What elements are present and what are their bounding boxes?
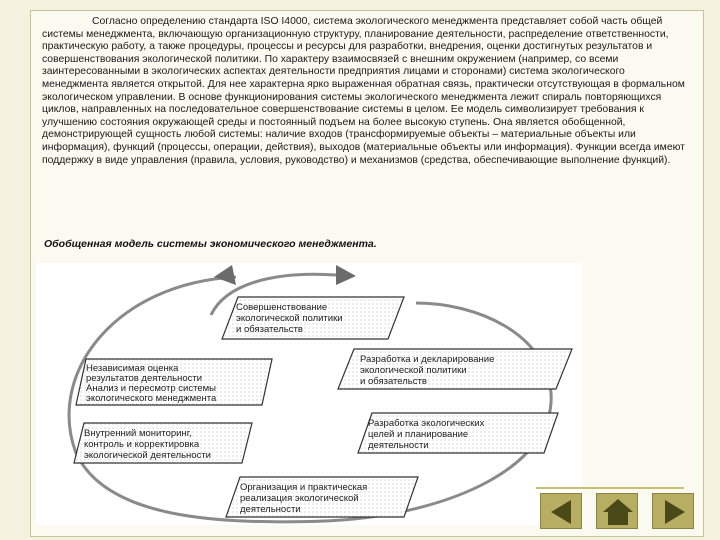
box-independent-assessment — [76, 359, 272, 405]
triangle-left-icon — [541, 494, 583, 530]
box-independent-assessment-line: результатов деятельности — [86, 373, 203, 384]
box-implementation-line: Организация и практическая — [240, 482, 368, 493]
box-internal-monitoring — [74, 423, 252, 463]
box-internal-monitoring-line: контроль и корректировка — [84, 439, 200, 450]
box-policy-development-line: Разработка и декларирование — [360, 354, 495, 365]
box-implementation-line: реализация экологической — [240, 493, 359, 504]
box-internal-monitoring-line: экологической деятельности — [84, 450, 211, 461]
spiral-diagram — [36, 263, 582, 525]
box-internal-monitoring-line: Внутренний мониторинг, — [84, 428, 192, 439]
diagram-caption: Обобщенная модель системы экономического менеджмента. — [44, 238, 377, 250]
box-goals-planning-line: Разработка экологических — [368, 418, 485, 429]
box-implementation-line: деятельности — [240, 504, 301, 515]
box-independent-assessment-line: Анализ и пересмотр системы — [86, 383, 216, 394]
box-implementation — [226, 477, 418, 517]
spiral-arrowhead-icon — [336, 265, 356, 285]
box-policy-line: Совершенствование — [236, 302, 328, 313]
box-policy-development — [338, 349, 572, 389]
body-paragraph: Согласно определению стандарта ISO I4000, система экологического менеджмента представляет собой часть общей системы менеджмента, включающую организационную структуру, планирование деятельности, распределение ответственности, практическую работу, а также процедуры, процессы и ресурсы для разработки, внедрения, оценки достигнутых результатов и совершенствования экологической политики. По характеру взаимосвязей с внешним окружением (например, со всеми заинтересованными в экологических аспектах деятельности предприятия лицами и сторонами) система экологического менеджмента является открытой. Для нее характерна ярко выраженная обратная связь, практически отсутствующая в формальном экологическом управлении. В основе функционирования системы экологического менеджмента лежит спираль повторяющихся циклов, направленных на последовательное совершенствование системы в целом. Ее модель символизирует требования к улучшению состояния окружающей среды и постоянный подъем на более высокую ступень. Она является обобщенной, демонстрирующей сущность любой системы: наличие входов (трансформируемые объекты – материальные объекты или информация), функций (процессы, операции, действия), выходов (материальные объекты или информация). Функции всегда имеют поддержку в виде управления (правила, условия, руководство) и механизмов (средства, обеспечивающие выполнение функций). — [42, 16, 685, 166]
house-icon — [597, 494, 639, 530]
box-independent-assessment-line: экологического менеджмента — [86, 393, 217, 404]
box-policy-line: и обязательств — [236, 324, 303, 335]
box-policy-development-line: экологической политики — [360, 365, 467, 376]
box-policy-line: экологической политики — [236, 313, 343, 324]
box-policy — [222, 297, 404, 339]
box-policy-development-line: и обязательств — [360, 376, 427, 387]
spiral-arrowhead-left-icon — [214, 265, 236, 285]
box-goals-planning-line: деятельности — [368, 440, 429, 451]
box-goals-planning-line: целей и планирование — [368, 429, 469, 440]
box-goals-planning — [358, 413, 558, 453]
spiral-diagram-svg — [36, 263, 582, 525]
previous-slide-button[interactable] — [540, 493, 582, 529]
next-slide-button[interactable] — [652, 493, 694, 529]
home-button[interactable] — [596, 493, 638, 529]
triangle-right-icon — [653, 494, 695, 530]
box-independent-assessment-line: Независимая оценка — [86, 363, 179, 374]
nav-divider — [536, 487, 684, 489]
